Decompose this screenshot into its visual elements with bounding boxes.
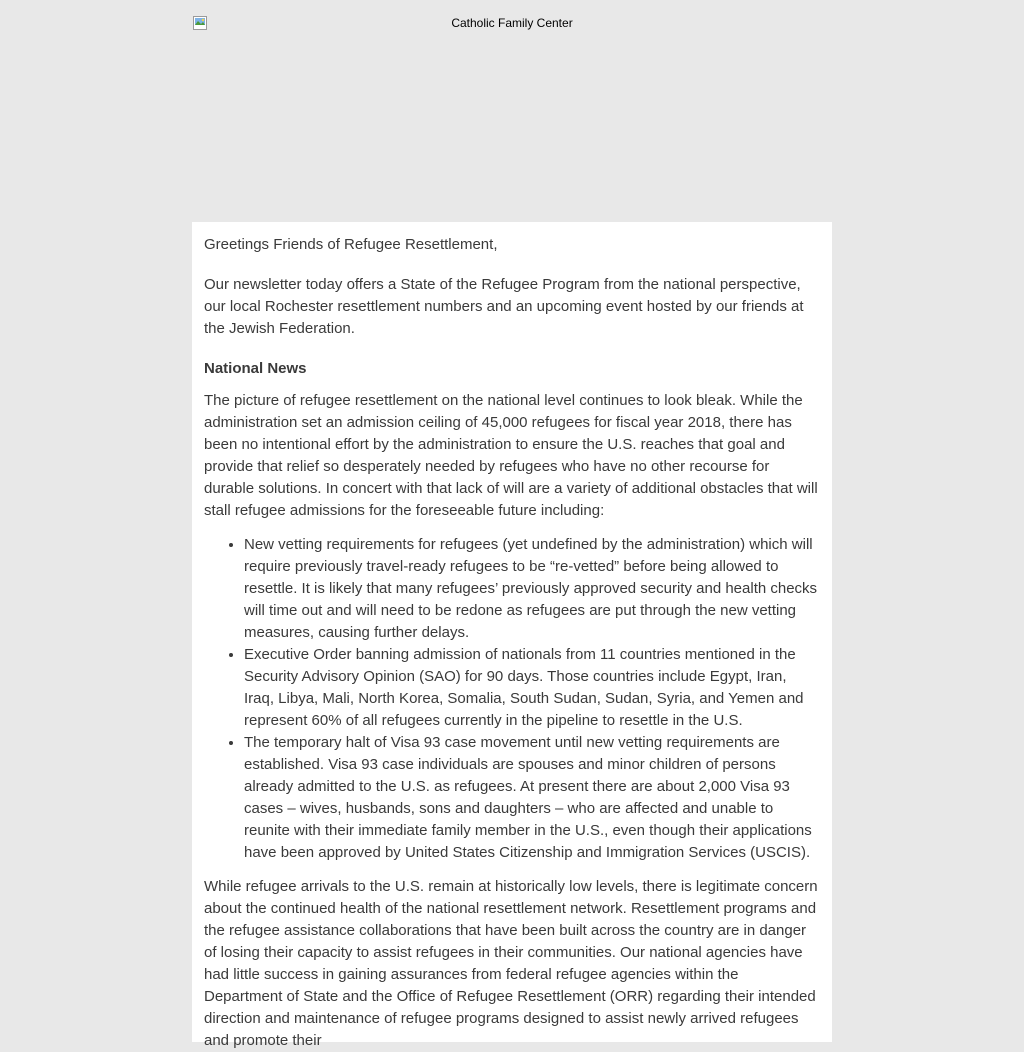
list-item: • Executive Order banning admission of nationals from 11 countries mentioned in the Security Advisory Opinion (SAO) for 90 days. Those countries include Egypt, Iran, Iraq, Libya, Mali, North Korea, Somalia, South Sudan, Sudan, Syria, and Yemen and represent 60% of all refugees currently in the pipeline to resettle in the U.S.	[244, 644, 820, 732]
list-item: • New vetting requirements for refugees (yet undefined by the administration) which will require previously travel-ready refugees to be “re-vetted” before being allowed to resettle. It is likely that many refugees’ previously approved security and health checks will time out and will need to be redone as refugees are put through the new vetting measures, causing further delays.	[244, 534, 820, 644]
greeting: Greetings Friends of Refugee Resettlement,	[204, 236, 498, 253]
intro-paragraph: Our newsletter today offers a State of the Refugee Program from the national perspective, our local Rochester resettlement numbers and an upcoming event hosted by our friends at the Jewish Federation.	[204, 276, 804, 337]
newsletter-body	[192, 222, 832, 1049]
obstacles-list	[204, 534, 820, 864]
newsletter-header	[192, 14, 832, 214]
national-news-paragraph: The picture of refugee resettlement on the national level continues to look bleak. While the administration set an admission ceiling of 45,000 refugees for fiscal year 2018, there has been no intentional effort by the administration to ensure the U.S. reaches that goal and provide that relief so desperately needed by refugees who have no other recourse for durable solutions. In concert with that lack of will are a variety of additional obstacles that will stall refugee admissions for the foreseeable future including:	[204, 392, 818, 519]
resettlement-network-paragraph: While refugee arrivals to the U.S. remain at historically low levels, there is legitimate concern about the continued health of the national resettlement network. Resettlement programs and the refugee assistance collaborations that have been built across the country are in danger of losing their capacity to assist refugees in their communities. Our national agencies have had little success in gaining assurances from federal refugee agencies within the Department of State and the Office of Refugee Resettlement (ORR) regarding their intended direction and maintenance of refugee programs designed to assist newly arrived refugees and promote their	[204, 878, 818, 1049]
section-heading-national-news: National News	[204, 360, 307, 377]
logo-alt-text[interactable]: Catholic Family Center	[451, 16, 573, 30]
list-item: • The temporary halt of Visa 93 case movement until new vetting requirements are established. Visa 93 case individuals are spouses and minor children of persons already admitted to the U.S. as refugees. At present there are about 2,000 Visa 93 cases – wives, husbands, sons and daughters – who are affected and unable to reunite with their immediate family member in the U.S., even though their applications have been approved by United States Citizenship and Immigration Services (USCIS).	[244, 732, 820, 864]
